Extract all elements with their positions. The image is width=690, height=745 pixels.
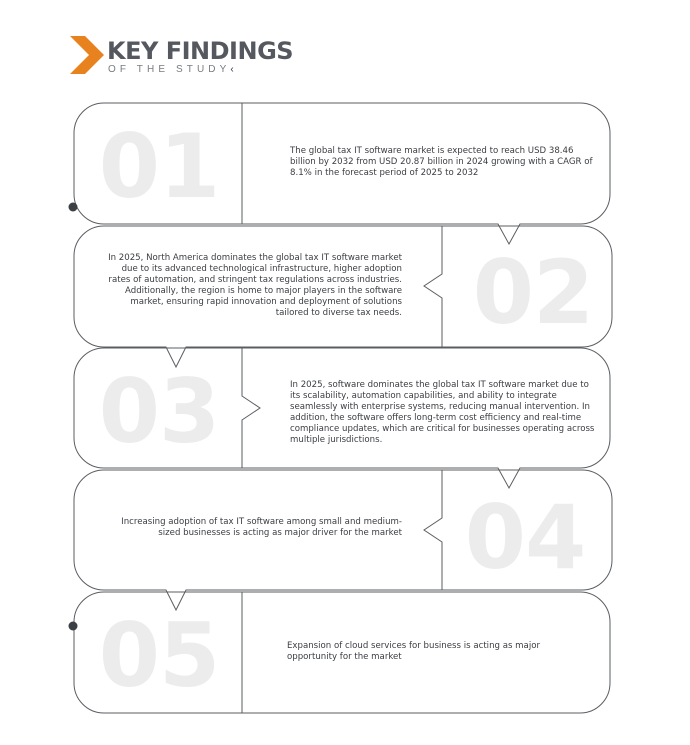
finding-number-5: 05 — [98, 604, 220, 707]
page-subtitle-text: OF THE STUDY — [108, 64, 231, 75]
finding-text-3: In 2025, software dominates the global tax IT software market due to its scalability, automation capabilities, and ability to integrate seamlessly with enterprise systems, reducing manual intervention. In addition, the software offers long-term cost efficiency and real-time compliance updates, which are critical for businesses operating across multiple jurisdictions. — [290, 380, 595, 445]
finding-text-2: In 2025, North America dominates the global tax IT software market due to its advanced technological infrastructure, higher adoption rates of automation, and stringent tax regulations across industries. Additionally, the region is home to major players in the software market, ensuring rapid innovation and deployment of solutions tailored to diverse tax needs. — [108, 253, 402, 318]
finding-number-1: 01 — [98, 115, 220, 218]
finding-text-5: Expansion of cloud services for business is acting as major opportunity for the market — [287, 641, 540, 662]
finding-number-4: 04 — [464, 486, 586, 589]
subtitle-mark: ‹ — [230, 64, 234, 75]
finding-text-1: The global tax IT software market is expected to reach USD 38.46 billion by 2032 from USD 20.87 billion in 2024 growing with a CAGR of 8.1% in the forecast period of 2025 to 2032 — [290, 146, 593, 178]
finding-number-3: 03 — [98, 360, 220, 463]
divider-3 — [242, 348, 260, 468]
finding-text-4: Increasing adoption of tax IT software among small and medium-sized businesses is acting as major driver for the market — [121, 517, 402, 538]
page-title: KEY FINDINGS — [107, 37, 294, 65]
finding-number-2: 02 — [472, 241, 594, 344]
divider-2 — [424, 226, 442, 347]
